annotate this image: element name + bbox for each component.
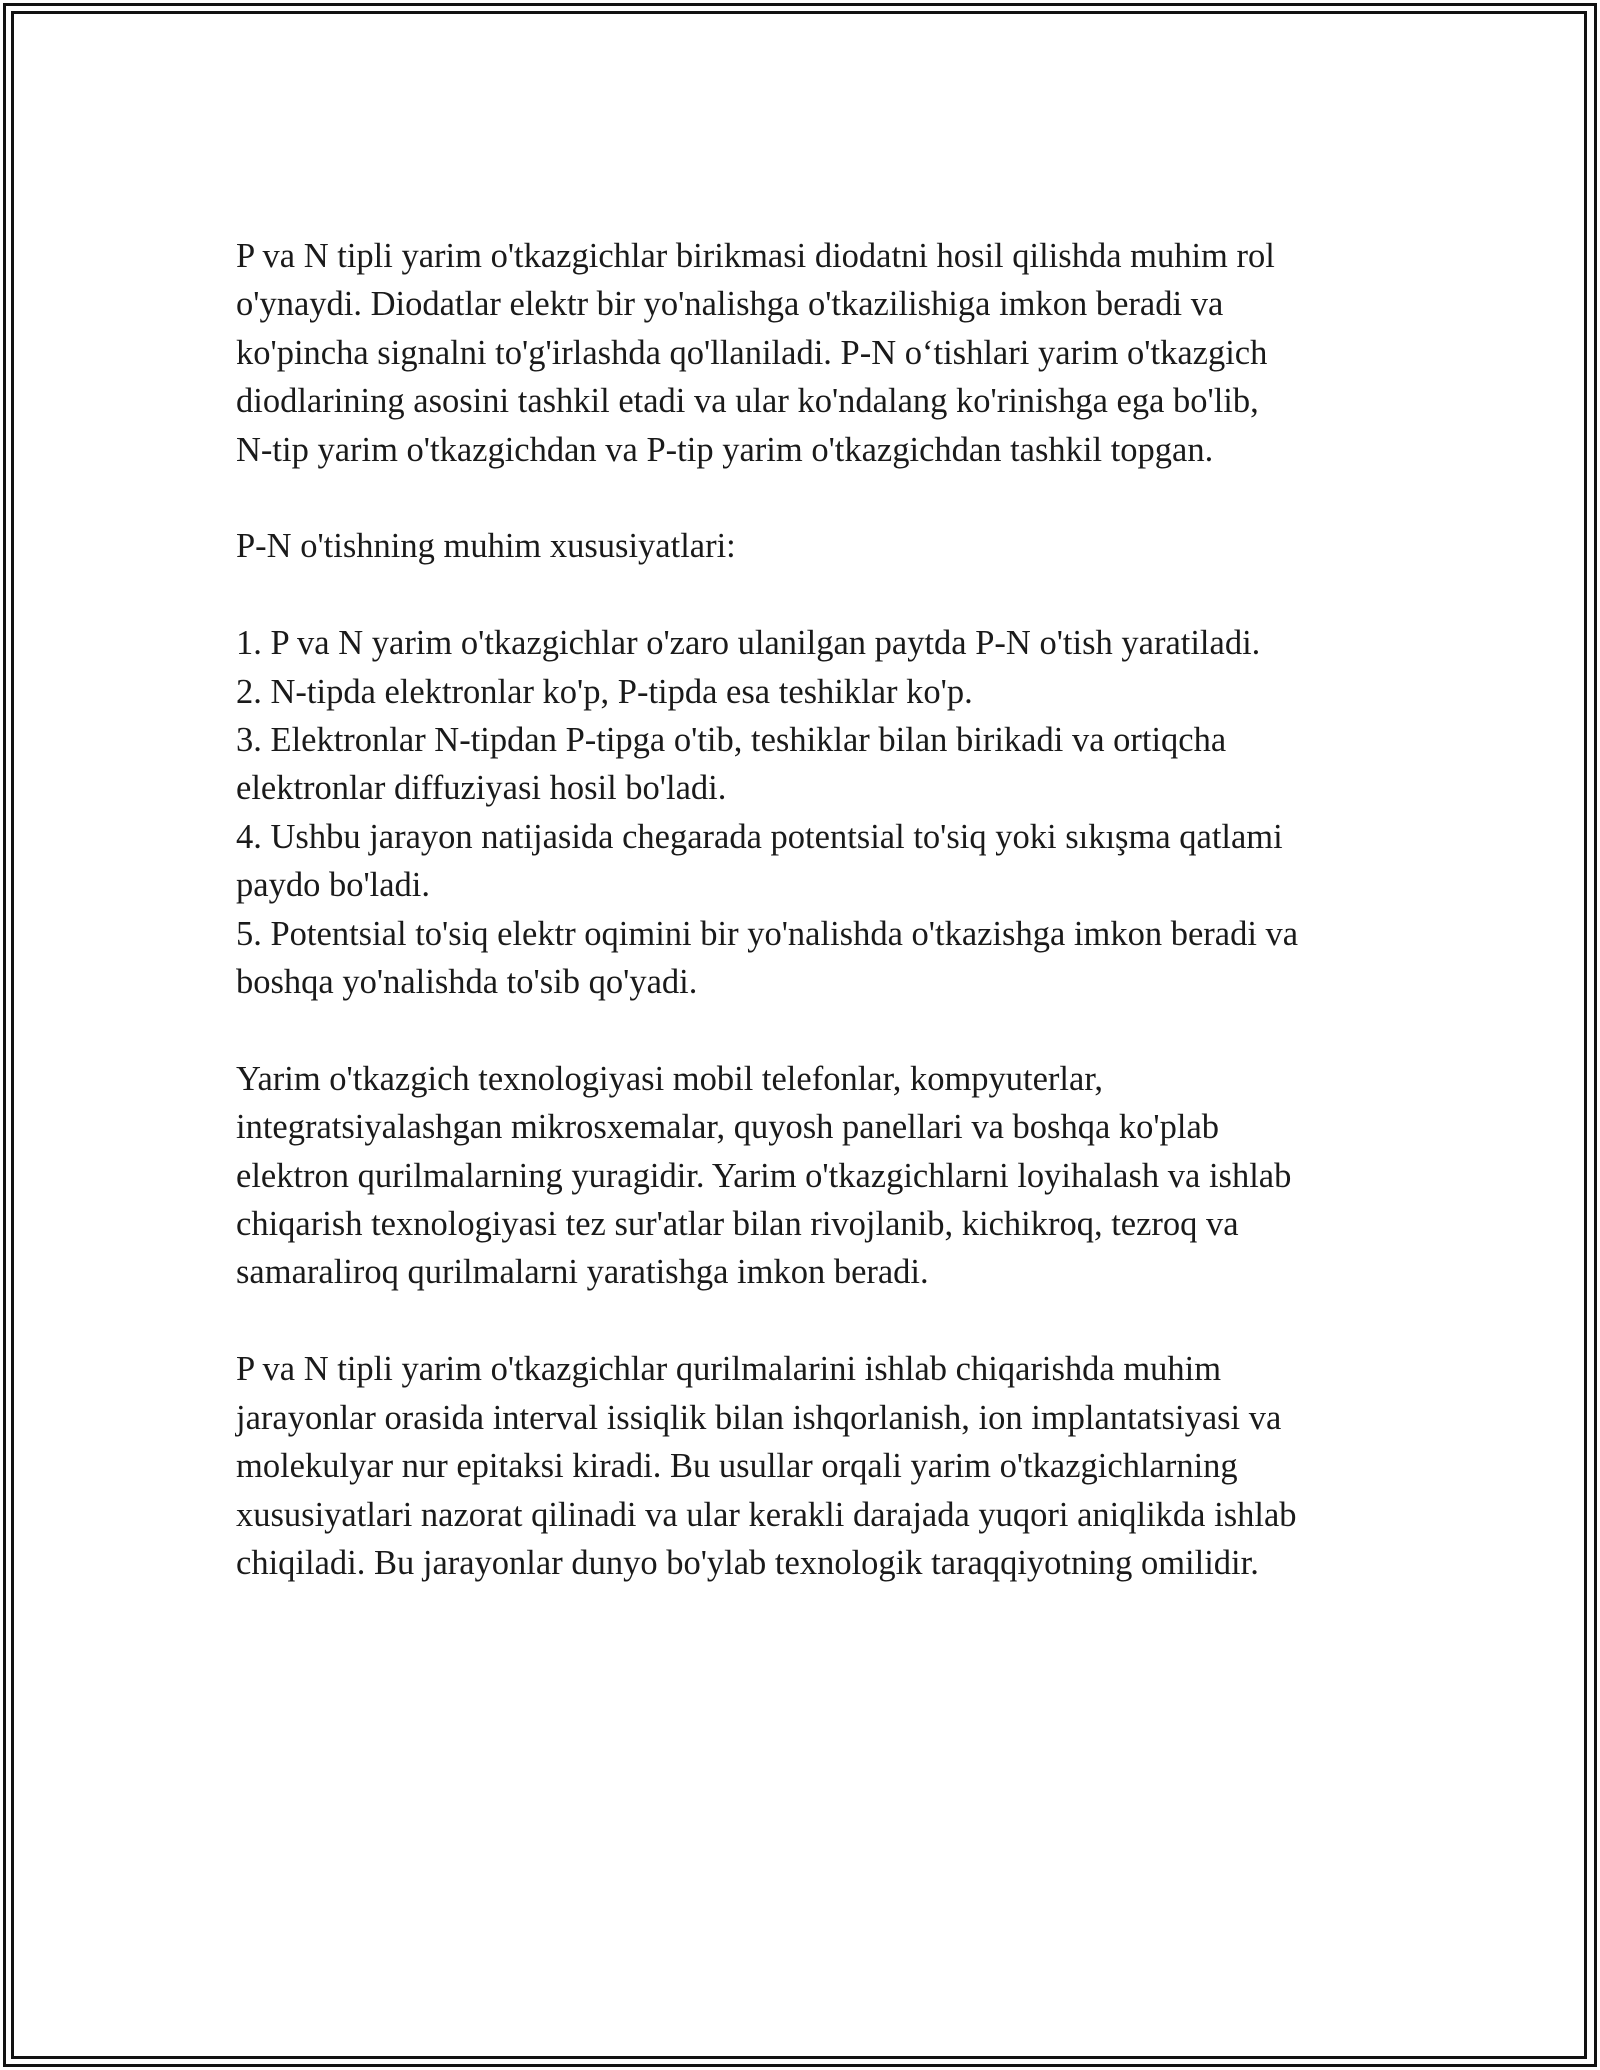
text-line: molekulyar nur epitaksi kiradi. Bu usullar orqali yarim o'tkazgichlarning: [236, 1447, 1238, 1486]
paragraph-spacer: [236, 1297, 1376, 1345]
text-line: Yarim o'tkazgich texnologiyasi mobil telefonlar, kompyuterlar,: [236, 1059, 1104, 1098]
list-item: [236, 910, 1376, 1007]
paragraph-spacer: [236, 474, 1376, 522]
text-line: P va N tipli yarim o'tkazgichlar birikmasi diodatni hosil qilishda muhim rol: [236, 237, 1275, 275]
list-item: [236, 668, 1376, 716]
text-line: 4. Ushbu jarayon natijasida chegarada potentsial to'siq yoki sıkışma qatlami: [236, 817, 1283, 856]
properties-list: [236, 619, 1376, 1006]
paragraph-technology: [236, 1055, 1376, 1297]
paragraph-spacer: [236, 1006, 1376, 1054]
text-line: boshqa yo'nalishda to'sib qo'yadi.: [236, 963, 698, 1002]
list-item: [236, 619, 1376, 667]
text-line: 3. Elektronlar N-tipdan P-tipga o'tib, teshiklar bilan birikadi va ortiqcha: [236, 721, 1227, 760]
paragraph-diode-intro: [236, 232, 1376, 474]
text-line: elektronlar diffuziyasi hosil bo'ladi.: [236, 769, 727, 808]
list-item: [236, 813, 1376, 910]
text-line: P va N tipli yarim o'tkazgichlar qurilmalarini ishlab chiqarishda muhim: [236, 1350, 1222, 1389]
text-line: 1. P va N yarim o'tkazgichlar o'zaro ulanilgan paytda P-N o'tish yaratiladi.: [236, 624, 1261, 663]
text-line: o'ynaydi. Diodatlar elektr bir yo'nalishga o'tkazilishiga imkon beradi va: [236, 285, 1224, 324]
paragraph-spacer: [236, 571, 1376, 619]
text-line: jarayonlar orasida interval issiqlik bilan ishqorlanish, ion implantatsiyasi va: [236, 1398, 1282, 1437]
list-item: [236, 716, 1376, 813]
text-line: chiqiladi. Bu jarayonlar dunyo bo'ylab texnologik taraqqiyotning omilidir.: [236, 1543, 1259, 1582]
text-line: chiqarish texnologiyasi tez sur'atlar bilan rivojlanib, kichikroq, tezroq va: [236, 1205, 1239, 1244]
text-line: diodlarining asosini tashkil etadi va ular ko'ndalang ko'rinishga ega bo'lib,: [236, 382, 1259, 421]
text-line: integratsiyalashgan mikrosxemalar, quyosh panellari va boshqa ko'plab: [236, 1108, 1220, 1147]
document-body: [236, 232, 1376, 1587]
text-line: xususiyatlari nazorat qilinadi va ular kerakli darajada yuqori aniqlikda ishlab: [236, 1495, 1297, 1534]
text-line: 5. Potentsial to'siq elektr oqimini bir yo'nalishda o'tkazishga imkon beradi va: [236, 914, 1299, 953]
section-heading: P-N o'tishning muhim xususiyatlari:: [236, 527, 736, 566]
text-line: 2. N-tipda elektronlar ko'p, P-tipda esa teshiklar ko'p.: [236, 672, 973, 711]
text-line: samaraliroq qurilmalarni yaratishga imkon beradi.: [236, 1253, 929, 1292]
text-line: ko'pincha signalni to'g'irlashda qo'llaniladi. P-N o‘tishlari yarim o'tkazgich: [236, 333, 1268, 372]
text-line: N-tip yarim o'tkazgichdan va P-tip yarim o'tkazgichdan tashkil topgan.: [236, 430, 1214, 469]
paragraph-manufacturing: [236, 1345, 1376, 1587]
text-line: elektron qurilmalarning yuragidir. Yarim o'tkazgichlarni loyihalash va ishlab: [236, 1156, 1292, 1195]
text-line: paydo bo'ladi.: [236, 866, 431, 905]
